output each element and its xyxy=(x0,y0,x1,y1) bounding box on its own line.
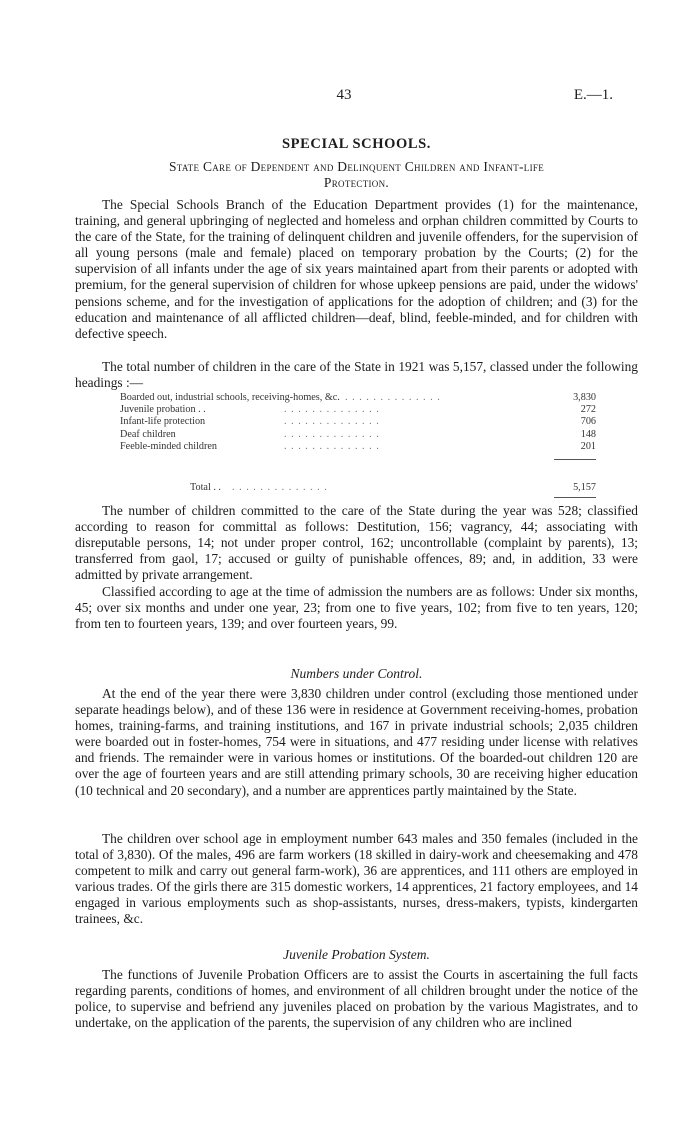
section-heading-juvenile-probation: Juvenile Probation System. xyxy=(283,947,430,962)
section-heading-numbers-under-control: Numbers under Control. xyxy=(290,666,423,681)
row-value: 148 xyxy=(580,428,596,440)
row-value: 201 xyxy=(580,440,596,452)
total-label: Total . . xyxy=(190,482,221,493)
document-reference: E.—1. xyxy=(573,87,613,103)
leader-dots: . . . . . . . . . . . . . . xyxy=(284,416,380,428)
table-row xyxy=(120,392,596,404)
table-row xyxy=(120,441,596,453)
leader-dots: . . . . . . . . . . . . . . xyxy=(232,482,328,493)
paragraph-total-children: The total number of children in the care of the State in 1921 was 5,157, classed under the following headings :— xyxy=(75,359,638,391)
table-total-row xyxy=(120,481,596,494)
leader-dots: . . . . . . . . . . . . . . xyxy=(345,392,441,403)
total-value: 5,157 xyxy=(573,482,596,493)
subtitle-line-1: State Care of Dependent and Delinquent Children and Infant-life xyxy=(169,159,544,174)
row-label: Boarded out, industrial schools, receiving-homes, &c. xyxy=(120,392,340,403)
subtitle xyxy=(75,159,638,191)
leader-dots: . . . . . . . . . . . . . . xyxy=(284,440,380,452)
row-label: Infant-life protection xyxy=(120,416,206,428)
paragraph-employment: The children over school age in employment number 643 males and 350 females (included in the total of 3,830). Of the males, 496 are farm workers (18 skilled in dairy-work and cheesemaking and 478 competent to milk and carry out general farm-work), 36 are apprentices, and 111 others are employed in various trades. Of the girls there are 315 domestic workers, 14 apprentices, 21 factory employees, and 14 engaged in various employments such as shop-assistants, nurses, dress-makers, typists, kindergarten trainees, &c. xyxy=(75,831,638,927)
row-label: Deaf children xyxy=(120,428,176,440)
row-label: Feeble-minded children xyxy=(120,440,218,452)
page-header xyxy=(75,87,613,109)
table-row xyxy=(120,429,596,441)
subtitle-line-2: Protection. xyxy=(323,175,390,190)
paragraph-juvenile-probation: The functions of Juvenile Probation Officers are to assist the Courts in ascertaining the full facts regarding parents, conditions of homes, and environment of all children brought under the notice of the police, to supervise and befriend any juveniles placed on probation by the various Magistrates, and to undertake, on the application of the parents, the supervision of any children who are inclined xyxy=(75,967,638,1031)
table-row xyxy=(120,404,596,416)
paragraph-introduction: The Special Schools Branch of the Education Department provides (1) for the maintenance, training, and general upbringing of neglected and homeless and orphan children committed by Courts to the care of the State, for the training of delinquent children and juvenile offenders, for the supervision of all young persons (male and female) placed on temporary probation by the Courts; (2) for the supervision of all infants under the age of six years maintained apart from their parents or adopted with premium, for the general supervision of children for whose upkeep pensions are paid, under the widows' pensions scheme, and for the investigation of applications for the adoption of children; and (3) for the education and maintenance of all afflicted children—deaf, blind, feeble-minded, and for children with defective speech. xyxy=(75,197,638,341)
leader-dots: . . . . . . . . . . . . . . xyxy=(284,428,380,440)
paragraph-numbers-under-control: At the end of the year there were 3,830 children under control (excluding those mentioned under separate headings below), and of these 136 were in residence at Government receiving-homes, probation homes, training-farms, and training institutions, and 167 in private industrial schools; 2,035 children were boarded out in foster-homes, 754 were in situations, and 477 residing under license with relatives and friends. The remainder were in various homes or institutions. Of the boarded-out children 120 are over the age of fourteen years and are still attending primary schools, 30 are receiving higher education (10 technical and 20 secondary), and a number are apprentices partly maintained by the State. xyxy=(75,686,638,798)
total-rule-bottom xyxy=(554,497,596,498)
page-title: SPECIAL SCHOOLS. xyxy=(281,136,431,152)
row-value: 706 xyxy=(580,416,596,428)
paragraph-committals: The number of children committed to the care of the State during the year was 528; classified according to reason for committal as follows: Destitution, 156; vagrancy, 44; associating with disreputable persons, 14; not under proper control, 162; uncontrollable (complaint by parents), 13; transferred from gaol, 17; accused or guilty of punishable offences, 89; and, in addition, 33 were admitted by private arrangement. xyxy=(75,503,638,583)
page-number: 43 xyxy=(336,87,352,103)
children-summary-table xyxy=(120,392,596,504)
row-label: Juvenile probation . . xyxy=(120,404,206,416)
row-value: 3,830 xyxy=(573,392,596,403)
row-value: 272 xyxy=(580,404,596,416)
leader-dots: . . . . . . . . . . . . . . xyxy=(284,404,380,416)
total-rule xyxy=(554,459,596,460)
paragraph-age-classification: Classified according to age at the time of admission the numbers are as follows: Under six months, 45; over six months and under one year, 23; from one to five years, 102; from five to ten years, 120; from ten to fourteen years, 139; and over fourteen years, 99. xyxy=(75,584,638,632)
table-row xyxy=(120,416,596,428)
